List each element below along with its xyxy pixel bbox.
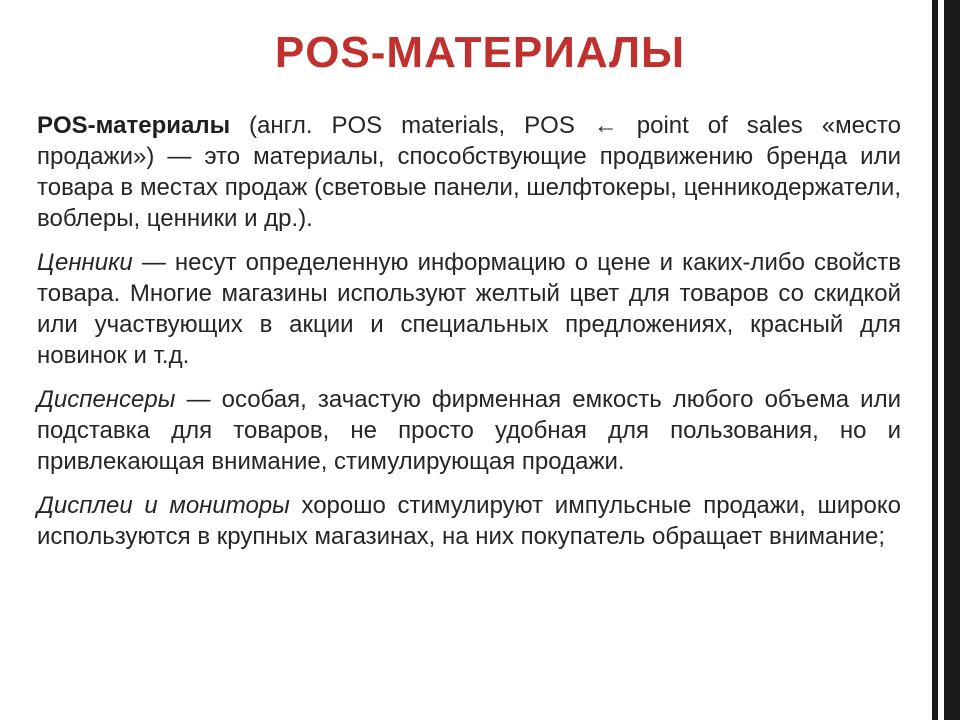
paragraph-price-tags (37, 247, 901, 371)
definition-pos-materials: (англ. POS materials, POS ← point of sales «место продажи») — это материалы, способствующие продвижению бренда или товара в местах продаж (световые панели, шелфтокеры, ценникодержатели, воблеры, ценники и др.). (37, 112, 901, 232)
term-pos-materials: POS-материалы (37, 112, 231, 139)
definition-displays: хорошо стимулируют импульсные продажи, широко используются в крупных магазинах, на них покупатель обращает внимание; (37, 492, 901, 550)
slide-title: POS-МАТЕРИАЛЫ (274, 28, 686, 77)
term-dispensers: Диспенсеры (37, 386, 176, 413)
paragraph-dispensers (37, 384, 901, 477)
definition-dispensers: — особая, зачастую фирменная емкость любого объема или подставка для товаров, не просто удобная для пользования, но и привлекающая внимание, стимулирующая продажи. (37, 386, 901, 475)
term-price-tags: Ценники (37, 249, 133, 276)
slide-frame-bar (938, 0, 960, 720)
term-displays: Дисплеи и мониторы (37, 492, 290, 519)
slide-body (37, 110, 901, 565)
paragraph-displays (37, 490, 901, 552)
definition-price-tags: — несут определенную информацию о цене и каких-либо свойств товара. Многие магазины используют желтый цвет для товаров со скидкой или участвующих в акции и специальных предложениях, красный для новинок и т.д. (37, 249, 901, 369)
paragraph-pos-materials (37, 110, 901, 234)
